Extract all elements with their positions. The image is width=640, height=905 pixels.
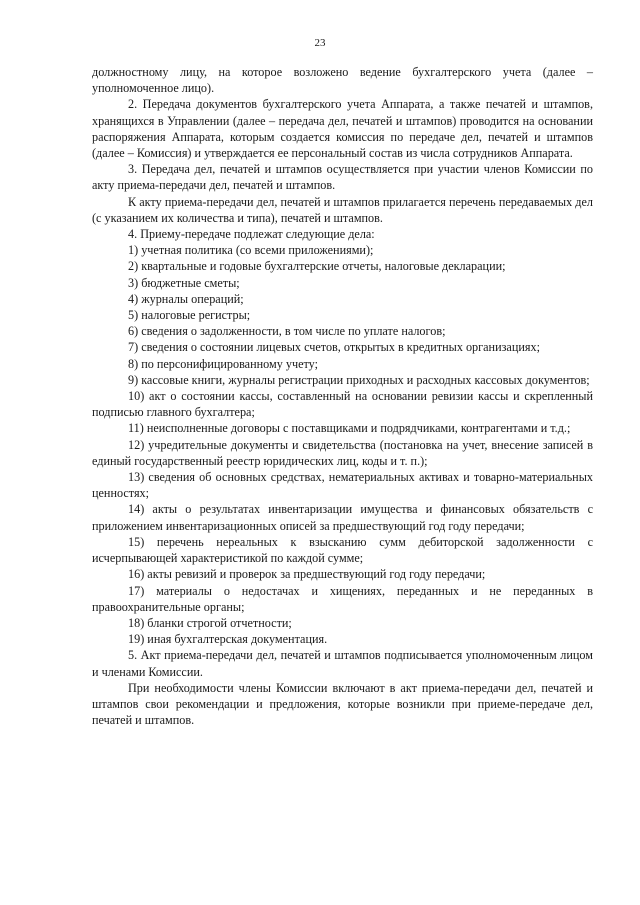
paragraph: 5) налоговые регистры; [128, 308, 251, 323]
paragraph: 1) учетная политика (со всеми приложениями); [128, 243, 374, 258]
paragraph: 9) кассовые книги, журналы регистрации приходных и расходных кассовых документов; [128, 372, 590, 387]
paragraph: 19) иная бухгалтерская документация. [128, 632, 328, 647]
paragraph: 13) сведения об основных средствах, нематериальных активах и товарно-материальных ценностях; [92, 470, 593, 501]
paragraph: 10) акт о состоянии кассы, составленный на основании ревизии кассы и скрепленный подписью главного бухгалтера; [92, 389, 593, 420]
paragraph: При необходимости члены Комиссии включают в акт приема-передачи дел, печатей и штампов свои рекомендации и предложения, которые возникли при приеме-передаче дел, печатей и штампов. [92, 680, 593, 728]
paragraph: 15) перечень нереальных к взысканию сумм дебиторской задолженности с исчерпывающей характеристикой по каждой сумме; [92, 534, 593, 566]
page-number: 23 [314, 37, 326, 49]
paragraph: 11) неисполненные договоры с поставщиками и подрядчиками, контрагентами и т.д.; [128, 421, 571, 436]
paragraph: 14) акты о результатах инвентаризации имущества и финансовых обязательств с приложением инвентаризационных описей за предшествующий год году передачи; [92, 502, 593, 533]
paragraph: 16) акты ревизий и проверок за предшествующий год году передачи; [128, 567, 486, 582]
paragraph: 5. Акт приема-передачи дел, печатей и штампов подписывается уполномоченным лицом и членами Комиссии. [92, 648, 593, 679]
paragraph: 18) бланки строгой отчетности; [128, 615, 292, 630]
paragraph: 4) журналы операций; [128, 291, 244, 306]
document-body [92, 64, 593, 728]
paragraph: 4. Приему-передаче подлежат следующие дела: [128, 227, 375, 242]
paragraph: 3) бюджетные сметы; [128, 275, 240, 290]
paragraph: 17) материалы о недостачах и хищениях, переданных и не переданных в правоохранительные органы; [92, 583, 593, 614]
paragraph: 8) по персонифицированному учету; [128, 356, 318, 371]
paragraph: 12) учредительные документы и свидетельства (постановка на учет, внесение записей в единый государственный реестр юридических лиц, коды и т. п.); [92, 437, 593, 468]
paragraph: 3. Передача дел, печатей и штампов осуществляется при участии членов Комиссии по акту приема-передачи дел, печатей и штампов. [92, 162, 593, 193]
paragraph: должностному лицу, на которое возложено ведение бухгалтерского учета (далее – уполномоченное лицо). [92, 65, 593, 96]
paragraph: 2) квартальные и годовые бухгалтерские отчеты, налоговые декларации; [128, 259, 506, 274]
paragraph: К акту приема-передачи дел, печатей и штампов прилагается перечень передаваемых дел (с указанием их количества и типа), печатей и штампов. [92, 194, 593, 225]
paragraph: 6) сведения о задолженности, в том числе по уплате налогов; [128, 324, 446, 339]
paragraph: 7) сведения о состоянии лицевых счетов, открытых в кредитных организациях; [128, 340, 540, 355]
paragraph: 2. Передача документов бухгалтерского учета Аппарата, а также печатей и штампов, хранящихся в Управлении (далее – передача дел, печатей и штампов) проводится на основании распоряжения Аппарата, которым создается комиссия по передаче дел, печатей и штампов (далее – Комиссия) и утверждается ее персональный состав из числа сотрудников Аппарата. [92, 97, 593, 161]
